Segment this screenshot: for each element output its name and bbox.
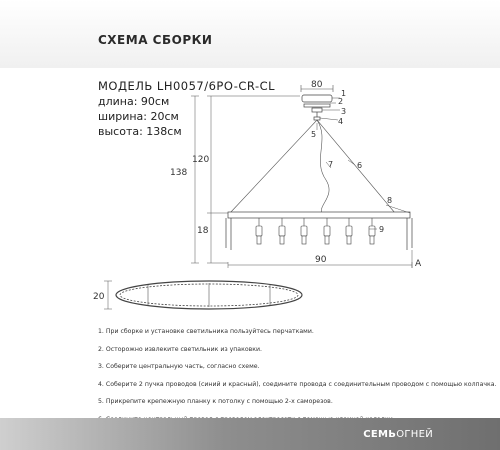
spec-width: ширина: 20см [98, 110, 179, 123]
spec-height: высота: 138см [98, 125, 182, 138]
callout-1: 1 [341, 89, 347, 98]
callout-4: 4 [338, 117, 344, 126]
brand-light: ОГНЕЙ [396, 429, 433, 440]
model-name: МОДЕЛЬ LH0057/6PO-CR-CL [98, 79, 276, 93]
width-label: 20 [93, 292, 105, 302]
callout-5: 5 [311, 130, 317, 139]
callout-3: 3 [341, 107, 347, 116]
callout-7: 7 [328, 160, 334, 169]
section-mark: A [415, 259, 422, 269]
lower-height-label: 18 [197, 226, 209, 236]
length-label: 90 [315, 255, 327, 265]
instruction-step: 5. Прикрепите крепежную планку к потолку с помощью 2-х саморезов. [98, 398, 333, 406]
instruction-step: 4. Соберите 2 пучка проводов (синий и красный), соедините провода с соединительным проводом с помощью колпачка. [98, 380, 497, 388]
upper-height-label: 120 [192, 155, 210, 165]
cable-callout-lines [317, 123, 355, 168]
footer-band [0, 418, 500, 450]
frame-bar [226, 212, 412, 250]
callout-8: 8 [387, 196, 393, 205]
canopy-width-label: 80 [311, 80, 323, 90]
instruction-step: 3. Соберите центральную часть, согласно схеме. [98, 363, 260, 371]
instruction-step: 1. При сборке и установке светильника пользуйтесь перчатками. [98, 328, 314, 335]
callout-2: 2 [338, 97, 344, 106]
total-height-label: 138 [170, 168, 188, 178]
brand-logo [363, 429, 433, 440]
top-view [104, 281, 302, 309]
canopy [302, 95, 332, 120]
callout-9: 9 [379, 225, 385, 234]
assembly-instructions [98, 327, 498, 433]
page-title: СХЕМА СБОРКИ [98, 33, 213, 47]
callout-6: 6 [357, 161, 363, 170]
lamp-pendants [256, 218, 375, 244]
instruction-step: 2. Осторожно извлеките светильник из упаковки. [98, 345, 262, 353]
spec-length: длина: 90см [98, 95, 170, 108]
brand-bold: СЕМЬ [363, 429, 397, 440]
